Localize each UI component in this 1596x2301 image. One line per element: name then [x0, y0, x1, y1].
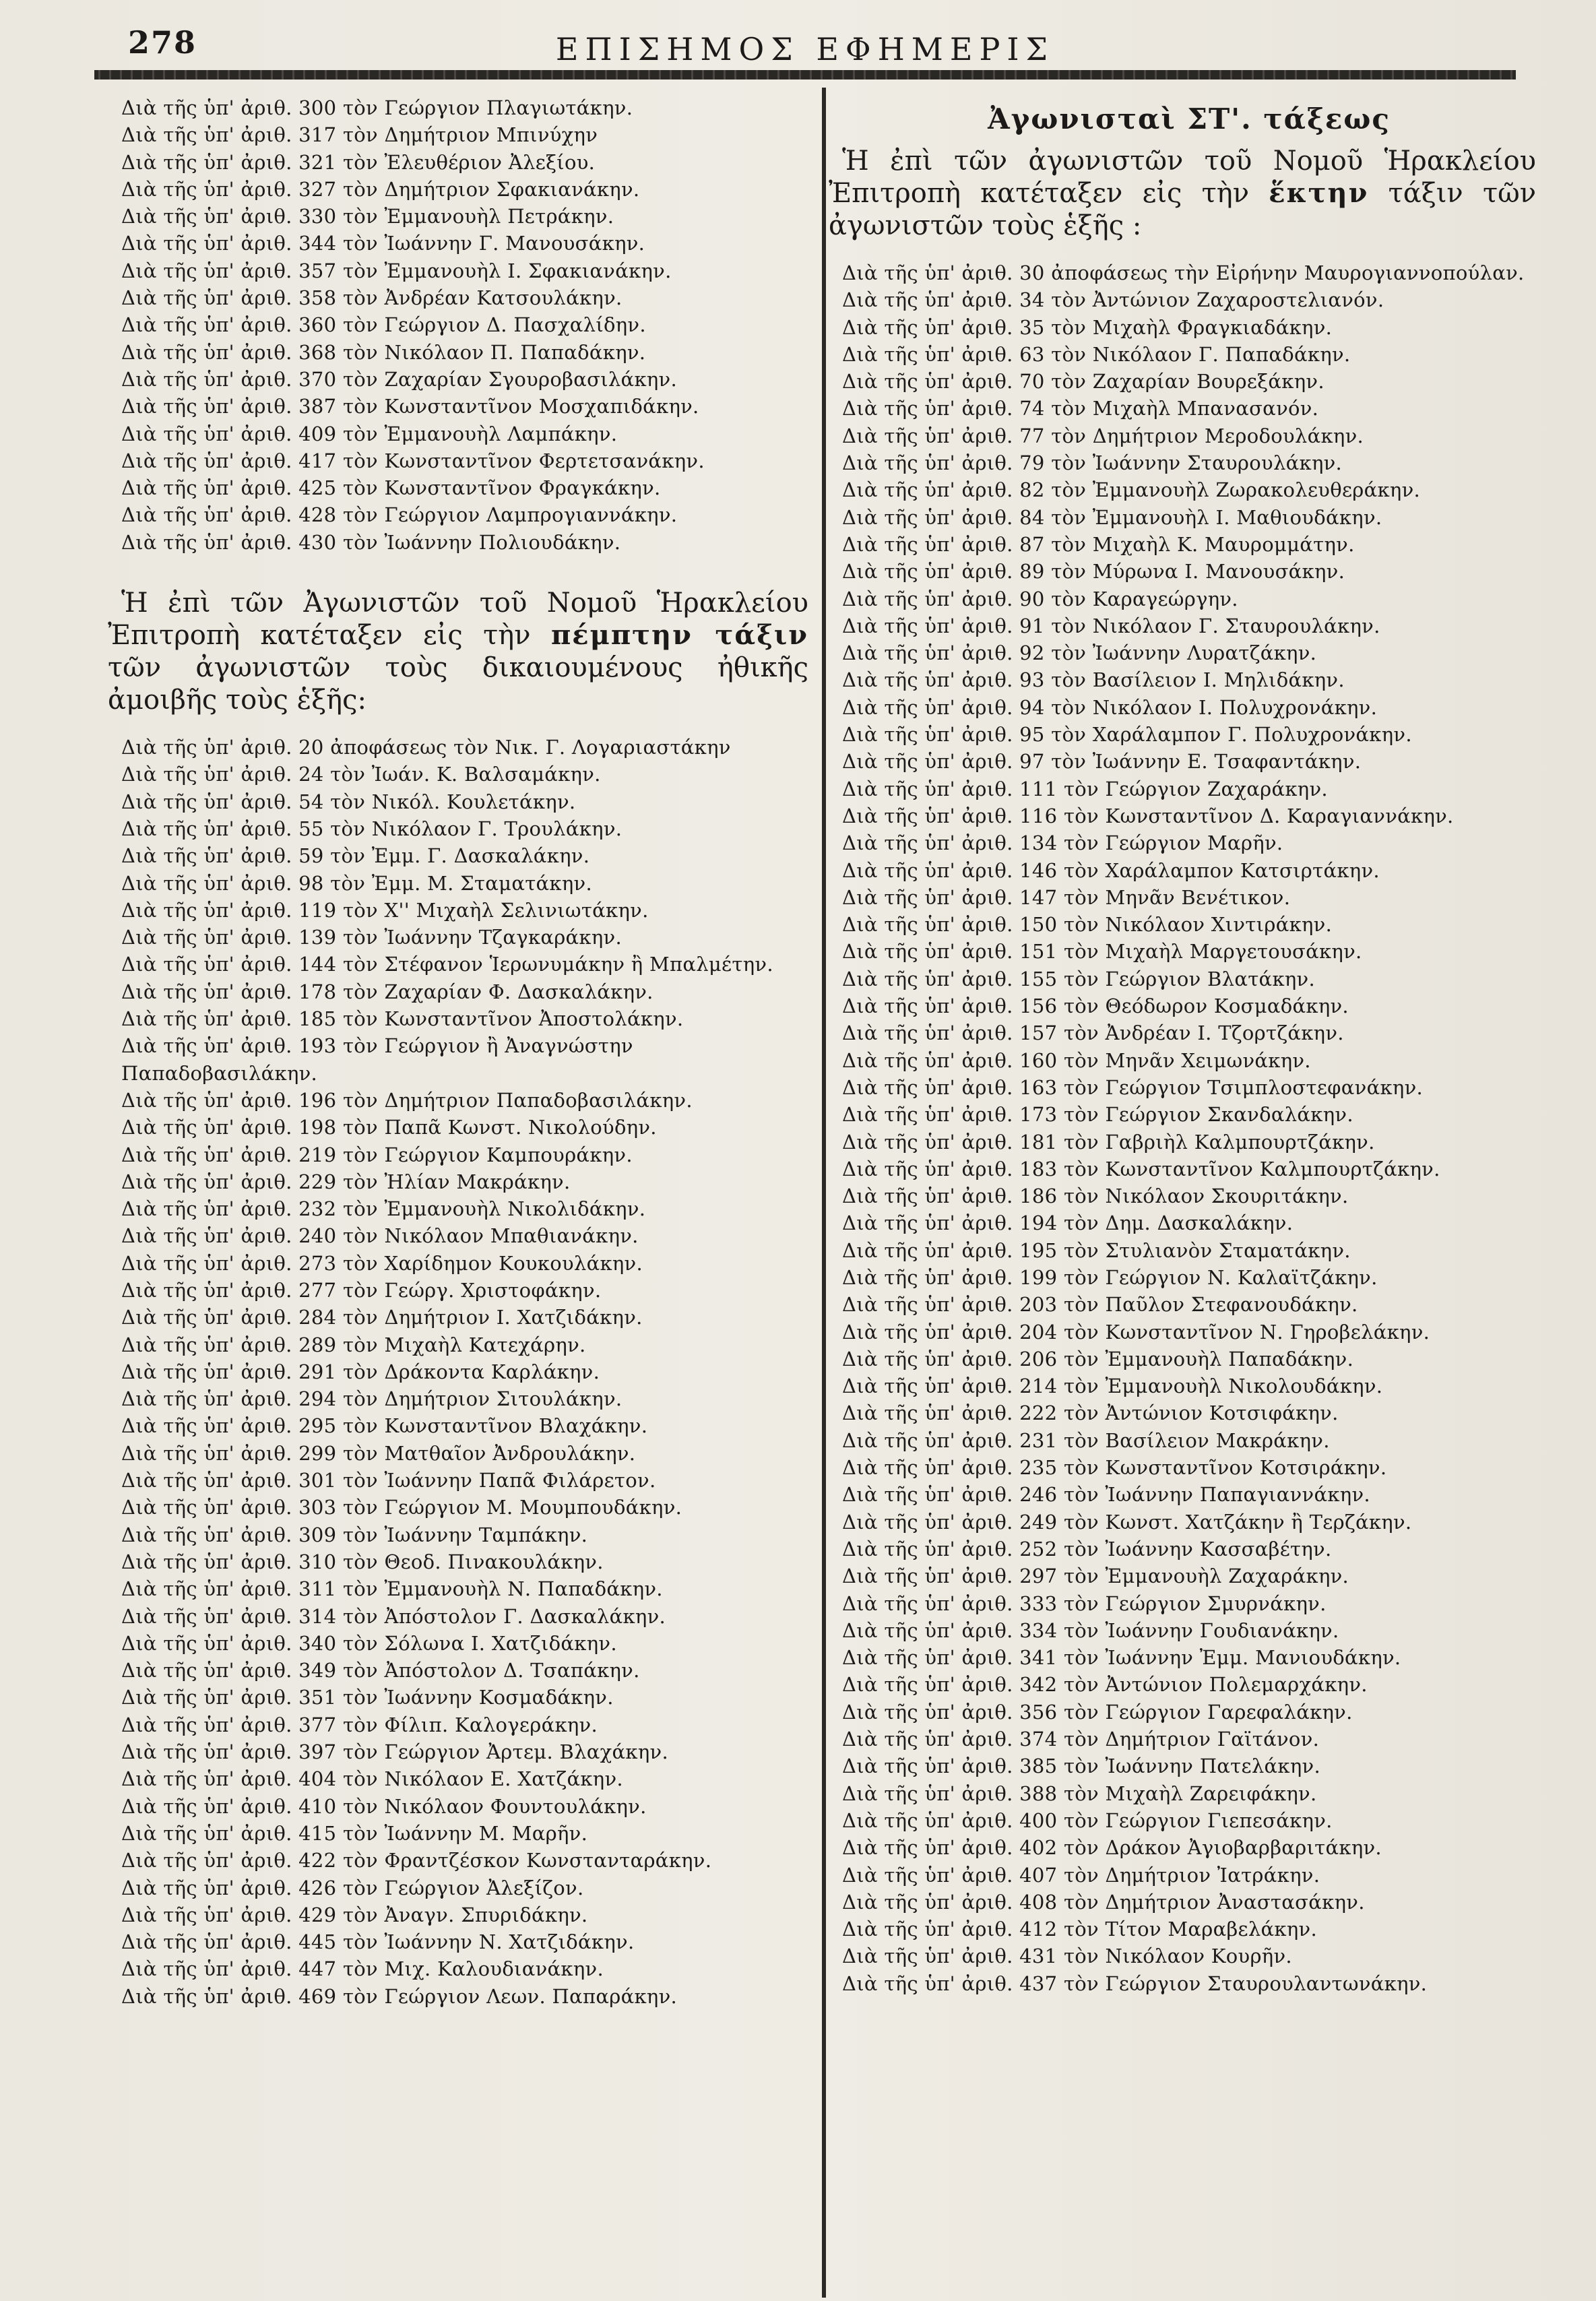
left-column	[108, 94, 808, 2010]
list-item: Διὰ τῆς ὑπ' ἀριθ. 24 τὸν Ἰωάν. Κ. Βαλσαμάκην.	[121, 763, 601, 786]
list-item: Διὰ τῆς ὑπ' ἀριθ. 87 τὸν Μιχαὴλ Κ. Μαυρομμάτην.	[842, 532, 1355, 556]
list-item: Διὰ τῆς ὑπ' ἀριθ. 407 τὸν Δημήτριον Ἰατράκην.	[842, 1863, 1320, 1887]
list-item: Διὰ τῆς ὑπ' ἀριθ. 426 τὸν Γεώργιον Ἀλεξίζον.	[121, 1876, 584, 1899]
list-item: Διὰ τῆς ὑπ' ἀριθ. 409 τὸν Ἐμμανουὴλ Λαμπάκην.	[121, 422, 618, 445]
left-entries-bottom	[121, 734, 808, 2010]
list-item: Διὰ τῆς ὑπ' ἀριθ. 310 τὸν Θεοδ. Πινακουλάκην.	[121, 1550, 604, 1573]
list-item: Διὰ τῆς ὑπ' ἀριθ. 404 τὸν Νικόλαον Ε. Χατζάκην.	[121, 1767, 623, 1791]
list-item: Διὰ τῆς ὑπ' ἀριθ. 317 τὸν Δημήτριον Μπινύχην	[121, 123, 598, 147]
list-item: Διὰ τῆς ὑπ' ἀριθ. 388 τὸν Μιχαὴλ Ζαρειφάκην.	[842, 1782, 1317, 1805]
list-item: Διὰ τῆς ὑπ' ἀριθ. 385 τὸν Ἰωάννην Πατελάκην.	[842, 1755, 1320, 1778]
list-item: Διὰ τῆς ὑπ' ἀριθ. 400 τὸν Γεώργιον Γιεπεσάκην.	[842, 1808, 1333, 1832]
paragraph-emphasis: ἕκτην	[1269, 177, 1369, 209]
list-item: Διὰ τῆς ὑπ' ἀριθ. 183 τὸν Κωνσταντῖνον Καλμπουρτζάκην.	[842, 1157, 1440, 1180]
page-number: 278	[128, 24, 197, 61]
list-item: Διὰ τῆς ὑπ' ἀριθ. 284 τὸν Δημήτριον Ι. Χατζιδάκην.	[121, 1306, 643, 1329]
list-item: Διὰ τῆς ὑπ' ἀριθ. 294 τὸν Δημήτριον Σιτουλάκην.	[121, 1387, 623, 1411]
right-entries	[842, 259, 1536, 1997]
list-item: Διὰ τῆς ὑπ' ἀριθ. 330 τὸν Ἐμμανουὴλ Πετράκην.	[121, 205, 614, 228]
list-item: Διὰ τῆς ὑπ' ἀριθ. 79 τὸν Ἰωάννην Σταυρουλάκην.	[842, 451, 1343, 475]
list-item: Διὰ τῆς ὑπ' ἀριθ. 160 τὸν Μηνᾶν Χειμωνάκην.	[842, 1048, 1311, 1072]
right-column	[829, 94, 1537, 1997]
list-item: Διὰ τῆς ὑπ' ἀριθ. 370 τὸν Ζαχαρίαν Σγουροβασιλάκην.	[121, 367, 677, 391]
list-item: Διὰ τῆς ὑπ' ἀριθ. 119 τὸν Χ'' Μιχαὴλ Σελινιωτάκην.	[121, 898, 649, 922]
list-item: Διὰ τῆς ὑπ' ἀριθ. 377 τὸν Φίλιπ. Καλογεράκην.	[121, 1713, 598, 1736]
list-item: Διὰ τῆς ὑπ' ἀριθ. 222 τὸν Ἀντώνιον Κοτσιφάκην.	[842, 1401, 1339, 1425]
list-item: Διὰ τῆς ὑπ' ἀριθ. 344 τὸν Ἰωάννην Γ. Μανουσάκην.	[121, 232, 645, 255]
list-item: Διὰ τῆς ὑπ' ἀριθ. 410 τὸν Νικόλαον Φουντουλάκην.	[121, 1794, 647, 1818]
list-item: Διὰ τῆς ὑπ' ἀριθ. 447 τὸν Μιχ. Καλουδιανάκην.	[121, 1957, 604, 1981]
list-item: Διὰ τῆς ὑπ' ἀριθ. 163 τὸν Γεώργιον Τσιμπλοστεφανάκην.	[842, 1075, 1424, 1099]
list-item: Διὰ τῆς ὑπ' ἀριθ. 214 τὸν Ἐμμανουὴλ Νικολουδάκην.	[842, 1375, 1383, 1398]
list-item: Διὰ τῆς ὑπ' ἀριθ. 301 τὸν Ἰωάννην Παπᾶ Φιλάρετον.	[121, 1469, 656, 1492]
list-item: Διὰ τῆς ὑπ' ἀριθ. 199 τὸν Γεώργιον Ν. Καλαϊτζάκην.	[842, 1265, 1378, 1289]
list-item: Διὰ τῆς ὑπ' ἀριθ. 90 τὸν Καραγεώργην.	[842, 587, 1238, 610]
list-item: Διὰ τῆς ὑπ' ἀριθ. 303 τὸν Γεώργιον Μ. Μουμπουδάκην.	[121, 1496, 682, 1519]
list-item: Διὰ τῆς ὑπ' ἀριθ. 387 τὸν Κωνσταντῖνον Μοσχαπιδάκην.	[121, 395, 699, 418]
list-item: Διὰ τῆς ὑπ' ἀριθ. 203 τὸν Παῦλον Στεφανουδάκην.	[842, 1293, 1358, 1317]
list-item: Διὰ τῆς ὑπ' ἀριθ. 54 τὸν Νικόλ. Κουλετάκην.	[121, 790, 576, 813]
list-item: Διὰ τῆς ὑπ' ἀριθ. 408 τὸν Δημήτριον Ἀναστασάκην.	[842, 1890, 1365, 1914]
list-item: Διὰ τῆς ὑπ' ἀριθ. 358 τὸν Ἀνδρέαν Κατσουλάκην.	[121, 286, 623, 310]
list-item: Διὰ τῆς ὑπ' ἀριθ. 277 τὸν Γεώργ. Χριστοφάκην.	[121, 1278, 602, 1302]
list-item: Διὰ τῆς ὑπ' ἀριθ. 273 τὸν Χαρίδημον Κουκουλάκην.	[121, 1251, 643, 1275]
list-item: Διὰ τῆς ὑπ' ἀριθ. 349 τὸν Ἀπόστολον Δ. Τσαπάκην.	[121, 1659, 640, 1682]
list-item: Διὰ τῆς ὑπ' ἀριθ. 321 τὸν Ἐλευθέριον Ἀλεξίου.	[121, 150, 596, 174]
column-divider	[822, 88, 826, 2298]
list-item: Διὰ τῆς ὑπ' ἀριθ. 34 τὸν Ἀντώνιον Ζαχαροστελιανόν.	[842, 288, 1384, 312]
list-item: Διὰ τῆς ὑπ' ἀριθ. 157 τὸν Ἀνδρέαν Ι. Τζορτζάκην.	[842, 1021, 1344, 1045]
list-item: Διὰ τῆς ὑπ' ἀριθ. 98 τὸν Ἐμμ. Μ. Σταματάκην.	[121, 871, 592, 895]
list-item: Διὰ τῆς ὑπ' ἀριθ. 55 τὸν Νικόλαον Γ. Τρουλάκην.	[121, 817, 623, 840]
list-item: Διὰ τῆς ὑπ' ἀριθ. 92 τὸν Ἰωάννην Λυρατζάκην.	[842, 641, 1317, 665]
list-item: Διὰ τῆς ὑπ' ἀριθ. 417 τὸν Κωνσταντῖνον Φερτετσανάκην.	[121, 449, 705, 472]
list-item: Διὰ τῆς ὑπ' ἀριθ. 94 τὸν Νικόλαον Ι. Πολυχρονάκην.	[842, 695, 1378, 719]
list-item: Διὰ τῆς ὑπ' ἀριθ. 91 τὸν Νικόλαον Γ. Σταυρουλάκην.	[842, 614, 1380, 637]
list-item: Διὰ τῆς ὑπ' ἀριθ. 151 τὸν Μιχαὴλ Μαργετουσάκην.	[842, 940, 1362, 964]
list-item: Διὰ τῆς ὑπ' ἀριθ. 196 τὸν Δημήτριον Παπαδοβασιλάκην.	[121, 1088, 693, 1112]
list-item: Διὰ τῆς ὑπ' ἀριθ. 469 τὸν Γεώργιον Λεων. Παπαράκην.	[121, 1984, 678, 2008]
list-item: Διὰ τῆς ὑπ' ἀριθ. 185 τὸν Κωνσταντῖνον Ἀποστολάκην.	[121, 1007, 684, 1031]
list-item: Διὰ τῆς ὑπ' ἀριθ. 240 τὸν Νικόλαον Μπαθιανάκην.	[121, 1224, 639, 1248]
paragraph-text: Ἡ ἐπὶ τῶν ἀγωνιστῶν τοῦ Νομοῦ Ἡρακλείου Ἐπιτροπὴ κατέταξεν εἰς τὴν	[829, 146, 1536, 209]
list-item: Διὰ τῆς ὑπ' ἀριθ. 134 τὸν Γεώργιον Μαρῆν.	[842, 831, 1283, 855]
list-item: Διὰ τῆς ὑπ' ἀριθ. 198 τὸν Παπᾶ Κωνστ. Νικολούδην.	[121, 1116, 657, 1139]
list-item: Διὰ τῆς ὑπ' ἀριθ. 431 τὸν Νικόλαον Κουρῆν.	[842, 1945, 1292, 1968]
list-item: Διὰ τῆς ὑπ' ἀριθ. 428 τὸν Γεώργιον Λαμπρογιαννάκην.	[121, 503, 678, 527]
fifth-class-paragraph	[108, 587, 808, 716]
list-item: Διὰ τῆς ὑπ' ἀριθ. 415 τὸν Ἰωάννην Μ. Μαρῆν.	[121, 1821, 588, 1845]
list-item: Διὰ τῆς ὑπ' ἀριθ. 327 τὸν Δημήτριον Σφακιανάκην.	[121, 177, 640, 201]
list-item: Διὰ τῆς ὑπ' ἀριθ. 59 τὸν Ἐμμ. Γ. Δασκαλάκην.	[121, 844, 590, 868]
list-item: Διὰ τῆς ὑπ' ἀριθ. 246 τὸν Ἰωάννην Παπαγιαννάκην.	[842, 1483, 1370, 1507]
list-item: Διὰ τῆς ὑπ' ἀριθ. 156 τὸν Θεόδωρον Κοσμαδάκην.	[842, 995, 1349, 1018]
list-item: Διὰ τῆς ὑπ' ἀριθ. 357 τὸν Ἐμμανουὴλ Ι. Σφακιανάκην.	[121, 259, 672, 282]
list-item: Διὰ τῆς ὑπ' ἀριθ. 147 τὸν Μηνᾶν Βενέτικον.	[842, 885, 1291, 909]
list-item: Διὰ τῆς ὑπ' ἀριθ. 299 τὸν Ματθαῖον Ἀνδρουλάκην.	[121, 1441, 636, 1465]
list-item: Διὰ τῆς ὑπ' ἀριθ. 333 τὸν Γεώργιον Σμυρνάκην.	[842, 1591, 1327, 1615]
list-item: Διὰ τῆς ὑπ' ἀριθ. 356 τὸν Γεώργιον Γαρεφαλάκην.	[842, 1700, 1353, 1724]
list-item: Διὰ τῆς ὑπ' ἀριθ. 173 τὸν Γεώργιον Σκανδαλάκην.	[842, 1103, 1353, 1127]
list-item: Διὰ τῆς ὑπ' ἀριθ. 229 τὸν Ἠλίαν Μακράκην.	[121, 1170, 571, 1193]
list-item: Διὰ τῆς ὑπ' ἀριθ. 111 τὸν Γεώργιον Ζαχαράκην.	[842, 777, 1328, 800]
list-item: Διὰ τῆς ὑπ' ἀριθ. 35 τὸν Μιχαὴλ Φραγκιαδάκην.	[842, 315, 1333, 339]
list-item: Διὰ τῆς ὑπ' ἀριθ. 186 τὸν Νικόλαον Σκουριτάκην.	[842, 1185, 1349, 1208]
list-item: Διὰ τῆς ὑπ' ἀριθ. 422 τὸν Φραντζέσκον Κωνστανταράκην.	[121, 1849, 712, 1872]
list-item: Διὰ τῆς ὑπ' ἀριθ. 368 τὸν Νικόλαον Π. Παπαδάκην.	[121, 340, 646, 364]
gazette-title: ΕΠΙΣΗΜΟΣ ΕΦΗΜΕΡΙΣ	[555, 31, 1055, 67]
list-item: Διὰ τῆς ὑπ' ἀριθ. 429 τὸν Ἀναγν. Σπυριδάκην.	[121, 1903, 588, 1926]
list-item: Διὰ τῆς ὑπ' ἀριθ. 146 τὸν Χαράλαμπον Κατσιρτάκην.	[842, 858, 1380, 882]
list-item: Διὰ τῆς ὑπ' ἀριθ. 181 τὸν Γαβριὴλ Καλμπουρτζάκην.	[842, 1130, 1375, 1154]
paragraph-end: τῶν ἀγωνιστῶν τοὺς δικαιουμένους ἠθικῆς ἀμοιβῆς τοὺς ἑξῆς:	[108, 652, 808, 716]
list-item: Διὰ τῆς ὑπ' ἀριθ. 219 τὸν Γεώργιον Καμπουράκην.	[121, 1143, 633, 1166]
list-item: Διὰ τῆς ὑπ' ἀριθ. 252 τὸν Ἰωάννην Κασσαβέτην.	[842, 1537, 1332, 1561]
list-item: Διὰ τῆς ὑπ' ἀριθ. 63 τὸν Νικόλαον Γ. Παπαδάκην.	[842, 342, 1351, 366]
list-item: Διὰ τῆς ὑπ' ἀριθ. 445 τὸν Ἰωάννην Ν. Χατζιδάκην.	[121, 1930, 635, 1954]
list-item: Διὰ τῆς ὑπ' ἀριθ. 84 τὸν Ἐμμανουὴλ Ι. Μαθιουδάκην.	[842, 505, 1382, 529]
list-item: Διὰ τῆς ὑπ' ἀριθ. 291 τὸν Δράκοντα Καρλάκην.	[121, 1360, 600, 1383]
header-rule	[94, 70, 1516, 80]
list-item: Διὰ τῆς ὑπ' ἀριθ. 235 τὸν Κωνσταντῖνον Κοτσιράκην.	[842, 1456, 1387, 1480]
list-item: Διὰ τῆς ὑπ' ἀριθ. 144 τὸν Στέφανον Ἱερωνυμάκην ἢ Μπαλμέτην.	[121, 953, 773, 976]
sixth-class-paragraph	[829, 145, 1536, 242]
list-item: Διὰ τῆς ὑπ' ἀριθ. 178 τὸν Ζαχαρίαν Φ. Δασκαλάκην.	[121, 980, 653, 1003]
list-item: Διὰ τῆς ὑπ' ἀριθ. 195 τὸν Στυλιανὸν Σταματάκην.	[842, 1238, 1351, 1262]
list-item: Διὰ τῆς ὑπ' ἀριθ. 309 τὸν Ἰωάννην Ταμπάκην.	[121, 1523, 588, 1546]
left-entries-top	[121, 94, 808, 556]
list-item: Διὰ τῆς ὑπ' ἀριθ. 204 τὸν Κωνσταντῖνον Ν. Γηροβελάκην.	[842, 1320, 1430, 1344]
list-item: Διὰ τῆς ὑπ' ἀριθ. 397 τὸν Γεώργιον Ἀρτεμ. Βλαχάκην.	[121, 1740, 668, 1764]
list-item: Διὰ τῆς ὑπ' ἀριθ. 77 τὸν Δημήτριον Μεροδουλάκην.	[842, 424, 1364, 447]
list-item: Διὰ τῆς ὑπ' ἀριθ. 232 τὸν Ἐμμανουὴλ Νικολιδάκην.	[121, 1197, 646, 1221]
list-item: Διὰ τῆς ὑπ' ἀριθ. 430 τὸν Ἰωάννην Πολιουδάκην.	[121, 530, 621, 554]
list-item: Διὰ τῆς ὑπ' ἀριθ. 231 τὸν Βασίλειον Μακράκην.	[842, 1428, 1330, 1452]
list-item: Διὰ τῆς ὑπ' ἀριθ. 70 τὸν Ζαχαρίαν Βουρεξάκην.	[842, 370, 1324, 393]
list-item: Διὰ τῆς ὑπ' ἀριθ. 206 τὸν Ἐμμανουὴλ Παπαδάκην.	[842, 1347, 1354, 1370]
list-item: Διὰ τῆς ὑπ' ἀριθ. 97 τὸν Ἰωάννην Ε. Τσαφαντάκην.	[842, 750, 1362, 774]
list-item: Διὰ τῆς ὑπ' ἀριθ. 289 τὸν Μιχαὴλ Κατεχάρην.	[121, 1333, 586, 1356]
list-item: Διὰ τῆς ὑπ' ἀριθ. 412 τὸν Τίτον Μαραβελάκην.	[842, 1918, 1317, 1941]
list-item: Διὰ τῆς ὑπ' ἀριθ. 334 τὸν Ἰωάννην Γουδιανάκην.	[842, 1618, 1339, 1642]
list-item: Διὰ τῆς ὑπ' ἀριθ. 89 τὸν Μύρωνα Ι. Μανουσάκην.	[842, 560, 1345, 584]
list-item: Διὰ τῆς ὑπ' ἀριθ. 402 τὸν Δράκον Ἀγιοβαρβαριτάκην.	[842, 1836, 1382, 1860]
list-item: Διὰ τῆς ὑπ' ἀριθ. 93 τὸν Βασίλειον Ι. Μηλιδάκην.	[842, 668, 1345, 692]
list-item: Διὰ τῆς ὑπ' ἀριθ. 311 τὸν Ἐμμανουὴλ Ν. Παπαδάκην.	[121, 1577, 663, 1601]
list-item: Διὰ τῆς ὑπ' ἀριθ. 20 ἀποφάσεως τὸν Νικ. Γ. Λογαριαστάκην	[121, 736, 731, 759]
paragraph-emphasis: πέμπτην τάξιν	[550, 619, 808, 652]
list-item: Διὰ τῆς ὑπ' ἀριθ. 249 τὸν Κωνστ. Χατζάκην ἢ Τερζάκην.	[842, 1510, 1412, 1534]
list-item: Διὰ τῆς ὑπ' ἀριθ. 74 τὸν Μιχαὴλ Μπανασανόν.	[842, 397, 1319, 420]
list-item: Διὰ τῆς ὑπ' ἀριθ. 342 τὸν Ἀντώνιον Πολεμαρχάκην.	[842, 1673, 1368, 1697]
page-header	[94, 20, 1516, 67]
list-item: Διὰ τῆς ὑπ' ἀριθ. 360 τὸν Γεώργιον Δ. Πασχαλίδην.	[121, 313, 646, 337]
paragraph-text: Ἡ ἐπὶ τῶν Ἀγωνιστῶν τοῦ Νομοῦ Ἡρακλείου Ἐπιτροπὴ κατέταξεν εἰς τὴν	[108, 588, 808, 652]
list-item: Διὰ τῆς ὑπ' ἀριθ. 340 τὸν Σόλωνα Ι. Χατζιδάκην.	[121, 1631, 617, 1655]
list-item: Διὰ τῆς ὑπ' ἀριθ. 425 τὸν Κωνσταντῖνον Φραγκάκην.	[121, 476, 661, 500]
list-item: Διὰ τῆς ὑπ' ἀριθ. 341 τὸν Ἰωάννην Ἐμμ. Μανιουδάκην.	[842, 1646, 1401, 1670]
list-item: Διὰ τῆς ὑπ' ἀριθ. 30 ἀποφάσεως τὴν Εἰρήνην Μαυρογιαννοπούλαν.	[842, 261, 1525, 284]
list-item: Διὰ τῆς ὑπ' ἀριθ. 374 τὸν Δημήτριον Γαϊτάνον.	[842, 1728, 1320, 1751]
list-item: Διὰ τῆς ὑπ' ἀριθ. 82 τὸν Ἐμμανουὴλ Ζωρακολευθεράκην.	[842, 478, 1421, 502]
list-item: Διὰ τῆς ὑπ' ἀριθ. 351 τὸν Ἰωάννην Κοσμαδάκην.	[121, 1686, 614, 1709]
list-item: Διὰ τῆς ὑπ' ἀριθ. 295 τὸν Κωνσταντῖνον Βλαχάκην.	[121, 1414, 648, 1438]
list-item: Διὰ τῆς ὑπ' ἀριθ. 193 τὸν Γεώργιον ἢ Ἀναγνώστην Παπαδοβασιλάκην.	[121, 1034, 633, 1085]
list-item: Διὰ τῆς ὑπ' ἀριθ. 297 τὸν Ἐμμανουὴλ Ζαχαράκην.	[842, 1565, 1349, 1588]
paragraph-end: τάξιν τῶν ἀγωνιστῶν τοὺς ἑξῆς :	[829, 178, 1537, 241]
list-item: Διὰ τῆς ὑπ' ἀριθ. 300 τὸν Γεώργιον Πλαγιωτάκην.	[121, 96, 633, 119]
list-item: Διὰ τῆς ὑπ' ἀριθ. 139 τὸν Ἰωάννην Τζαγκαράκην.	[121, 926, 622, 949]
list-item: Διὰ τῆς ὑπ' ἀριθ. 116 τὸν Κωνσταντῖνον Δ. Καραγιαννάκην.	[842, 804, 1454, 827]
list-item: Διὰ τῆς ὑπ' ἀριθ. 155 τὸν Γεώργιον Βλατάκην.	[842, 967, 1315, 990]
list-item: Διὰ τῆς ὑπ' ἀριθ. 437 τὸν Γεώργιον Σταυρουλαντωνάκην.	[842, 1972, 1428, 1995]
list-item: Διὰ τῆς ὑπ' ἀριθ. 150 τὸν Νικόλαον Χιντιράκην.	[842, 913, 1333, 937]
list-item: Διὰ τῆς ὑπ' ἀριθ. 314 τὸν Ἀπόστολον Γ. Δασκαλάκην.	[121, 1604, 666, 1628]
list-item: Διὰ τῆς ὑπ' ἀριθ. 95 τὸν Χαράλαμπον Γ. Πολυχρονάκην.	[842, 723, 1412, 747]
section-heading: Ἀγωνισταὶ ΣΤ'. τάξεως	[988, 102, 1391, 135]
list-item: Διὰ τῆς ὑπ' ἀριθ. 194 τὸν Δημ. Δασκαλάκην.	[842, 1211, 1294, 1235]
